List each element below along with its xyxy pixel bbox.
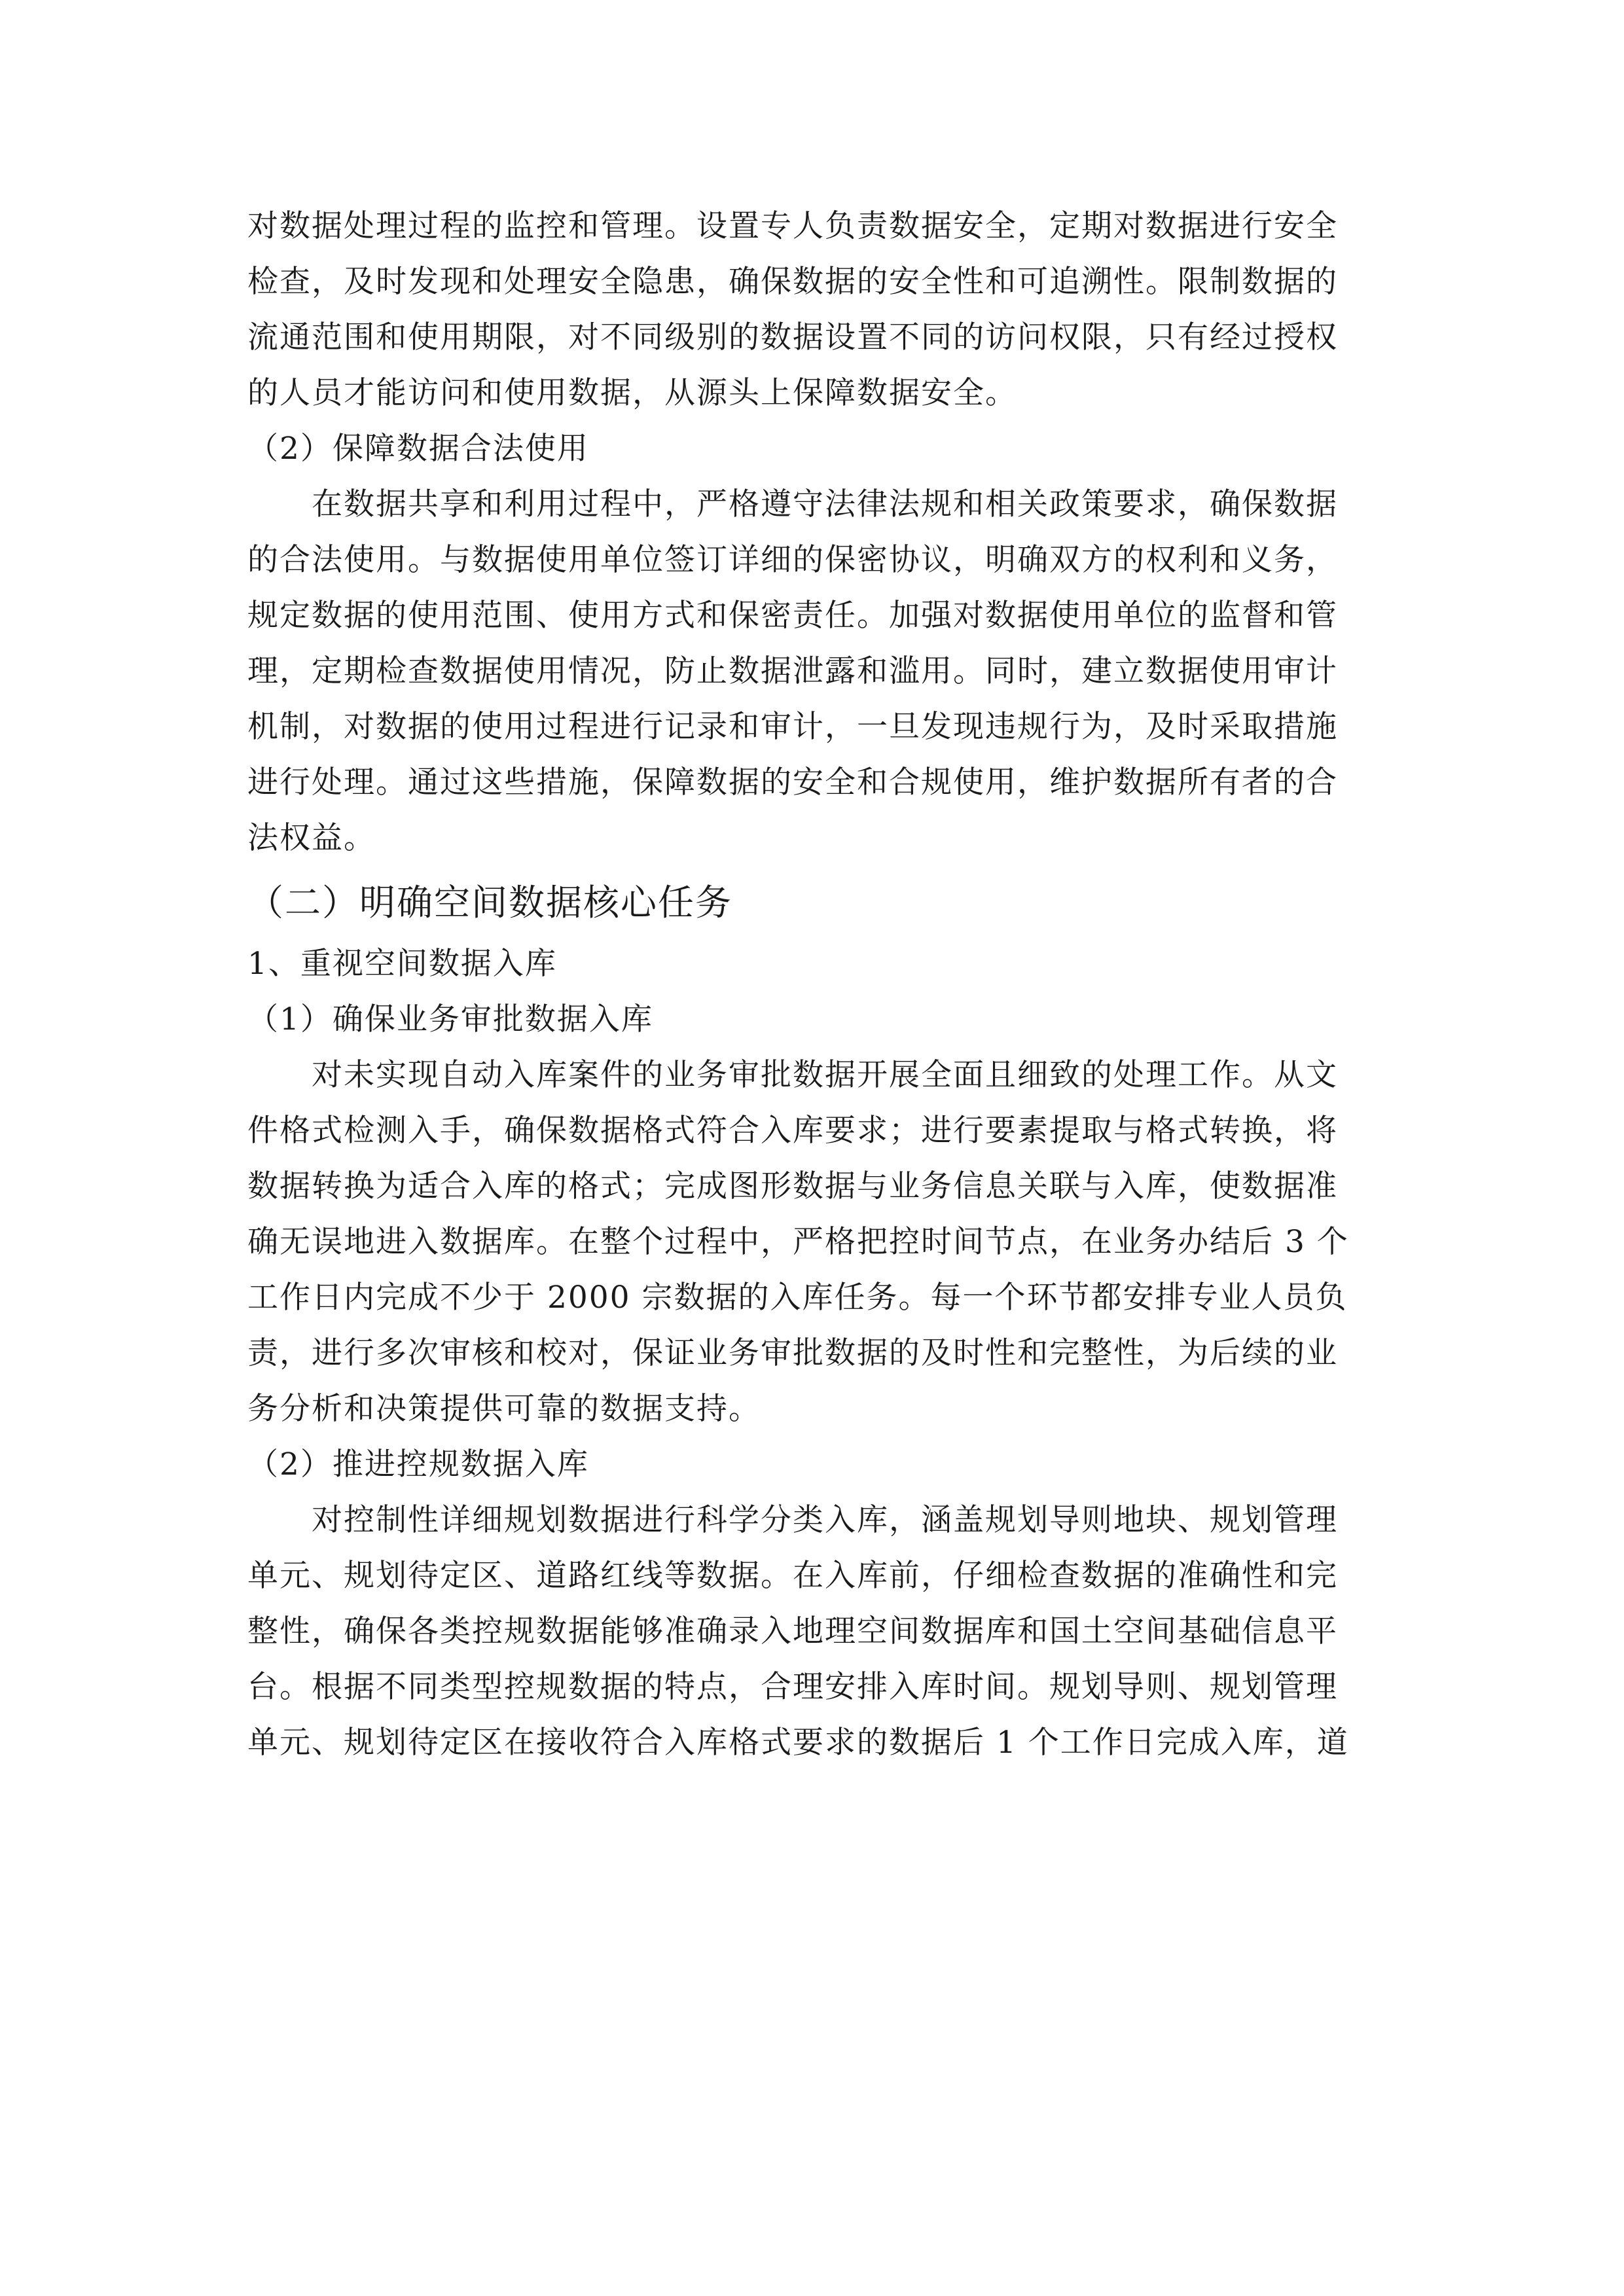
paragraph-line: 责，进行多次审核和校对，保证业务审批数据的及时性和完整性，为后续的业 (247, 1335, 1338, 1371)
section-heading: （二）明确空间数据核心任务 (247, 882, 733, 924)
paragraph-line: 对数据处理过程的监控和管理。设置专人负责数据安全，定期对数据进行安全 (247, 208, 1338, 244)
paragraph-line: 检查，及时发现和处理安全隐患，确保数据的安全性和可追溯性。限制数据的 (247, 264, 1338, 300)
paragraph-line: 理，定期检查数据使用情况，防止数据泄露和滥用。同时，建立数据使用审计 (247, 653, 1338, 689)
paragraph-line: 的合法使用。与数据使用单位签订详细的保密协议，明确双方的权利和义务， (247, 542, 1338, 578)
paragraph-line: 机制，对数据的使用过程进行记录和审计，一旦发现违规行为，及时采取措施 (247, 709, 1338, 745)
paragraph-line: 单元、规划待定区在接收符合入库格式要求的数据后 1 个工作日完成入库，道 (247, 1725, 1349, 1761)
subheading-protect-legal-use: （2）保障数据合法使用 (247, 431, 589, 467)
subheading-approval-data: （1）确保业务审批数据入库 (247, 1001, 653, 1037)
paragraph-line: 在数据共享和利用过程中，严格遵守法律法规和相关政策要求，确保数据 (312, 486, 1338, 522)
paragraph-line: 件格式检测入手，确保数据格式符合入库要求；进行要素提取与格式转换，将 (247, 1113, 1338, 1149)
paragraph-line: 务分析和决策提供可靠的数据支持。 (247, 1391, 761, 1427)
paragraph-line: 对控制性详细规划数据进行科学分类入库，涵盖规划导则地块、规划管理 (312, 1502, 1338, 1538)
paragraph-line: 确无误地进入数据库。在整个过程中，严格把控时间节点，在业务办结后 3 个 (247, 1224, 1349, 1260)
paragraph-line: 数据转换为适合入库的格式；完成图形数据与业务信息关联与入库，使数据准 (247, 1168, 1338, 1204)
paragraph-line: 对未实现自动入库案件的业务审批数据开展全面且细致的处理工作。从文 (312, 1057, 1338, 1093)
paragraph-line: 法权益。 (247, 820, 376, 856)
paragraph-line: 的人员才能访问和使用数据，从源头上保障数据安全。 (247, 375, 1017, 411)
paragraph-line: 整性，确保各类控规数据能够准确录入地理空间数据库和国土空间基础信息平 (247, 1613, 1338, 1649)
paragraph-line: 流通范围和使用期限，对不同级别的数据设置不同的访问权限，只有经过授权 (247, 319, 1338, 355)
paragraph-line: 工作日内完成不少于 2000 宗数据的入库任务。每一个环节都安排专业人员负 (247, 1280, 1348, 1316)
paragraph-line: 规定数据的使用范围、使用方式和保密责任。加强对数据使用单位的监督和管 (247, 598, 1338, 634)
paragraph-line: 进行处理。通过这些措施，保障数据的安全和合规使用，维护数据所有者的合 (247, 764, 1338, 800)
paragraph-line: 单元、规划待定区、道路红线等数据。在入库前，仔细检查数据的准确性和完 (247, 1558, 1338, 1594)
item-heading: 1、重视空间数据入库 (247, 946, 557, 982)
paragraph-line: 台。根据不同类型控规数据的特点，合理安排入库时间。规划导则、规划管理 (247, 1669, 1338, 1705)
subheading-control-planning-data: （2）推进控规数据入库 (247, 1446, 589, 1482)
